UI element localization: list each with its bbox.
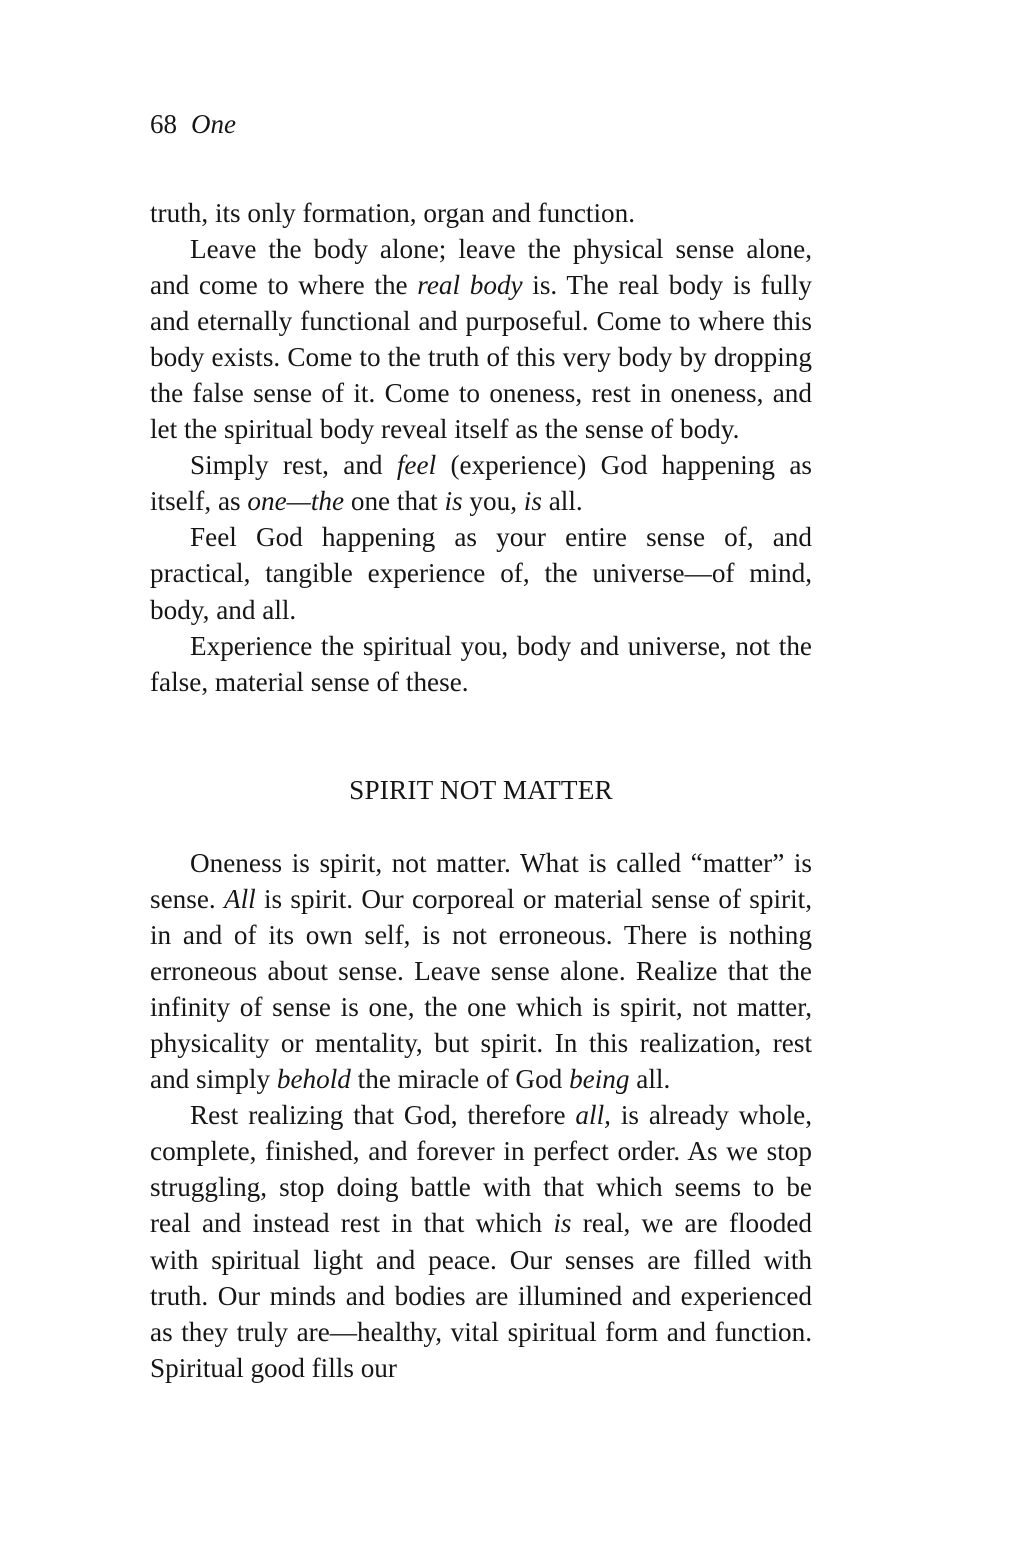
paragraph-real-body <box>150 231 812 447</box>
text-run: one that <box>344 486 445 517</box>
text-run: the miracle of God <box>350 1064 570 1095</box>
text-run: is spirit. Our corporeal or material sense of spirit, in and of its own self, is not erroneous. There is nothing erroneous about sense. Leave sense alone. Realize that the infinity of sense is one, the one which is spirit, not matter, physicality or mentality, but spirit. In this realization, rest and simply <box>150 884 812 1095</box>
emphasis-one-the: one—the <box>247 486 345 517</box>
emphasis-is: is <box>444 486 463 517</box>
paragraph-experience: Experience the spiritual you, body and universe, not the false, material sense of these. <box>150 630 812 697</box>
paragraph-continued: truth, its only formation, organ and function. <box>150 198 636 228</box>
page-number: 68 <box>150 109 177 139</box>
text-run: Simply rest, and <box>190 450 397 481</box>
text-run: (experience) God happening as itself, as <box>150 450 812 517</box>
text-run: is already whole, complete, finished, and forever in perfect order. As we stop struggling, stop doing battle with that which seems to be real and instead rest in that which <box>150 1100 812 1239</box>
text-run: is. The real body is fully and eternally functional and purposeful. Come to where this body exists. Come to the truth of this very body by dropping the false sense of it. Come to oneness, rest in oneness, and let the spiritual body reveal itself as the sense of body. <box>150 270 812 445</box>
emphasis-is: is <box>523 486 542 517</box>
paragraph-feel-god: Feel God happening as your entire sense of, and practical, tangible experience of, the universe—of mind, body, and all. <box>150 522 812 625</box>
text-run: Oneness is spirit, not matter. What is called “matter” is sense. <box>150 848 812 915</box>
text-run: all. <box>541 486 583 517</box>
emphasis-being: being <box>569 1064 630 1095</box>
body-section-1 <box>150 195 812 700</box>
emphasis-real-body: real body <box>417 270 523 301</box>
emphasis-all: All <box>223 884 256 915</box>
text-run: Leave the body alone; leave the physical sense alone, and come to where the <box>150 234 812 301</box>
book-title: One <box>191 109 236 139</box>
running-head <box>150 106 236 142</box>
emphasis-behold: behold <box>276 1064 351 1095</box>
text-run: all. <box>629 1064 671 1095</box>
text-run: Rest realizing that God, therefore <box>190 1100 576 1131</box>
paragraph-simply-rest <box>150 447 812 519</box>
emphasis-all: all, <box>575 1100 611 1131</box>
text-run: real, we are flooded with spiritual light and peace. Our senses are filled with truth. Our minds and bodies are illumined and experienced as they truly are—healthy, vital spiritual form and function. Spiritual good fills our <box>150 1208 812 1383</box>
text-run: you, <box>462 486 524 517</box>
emphasis-is: is <box>553 1208 572 1239</box>
section-heading: SPIRIT NOT MATTER <box>349 775 613 805</box>
paragraph-rest-realizing <box>150 1097 812 1385</box>
emphasis-feel: feel <box>396 450 437 481</box>
paragraph-oneness-is-spirit <box>150 845 812 1097</box>
body-section-2 <box>150 845 812 1386</box>
